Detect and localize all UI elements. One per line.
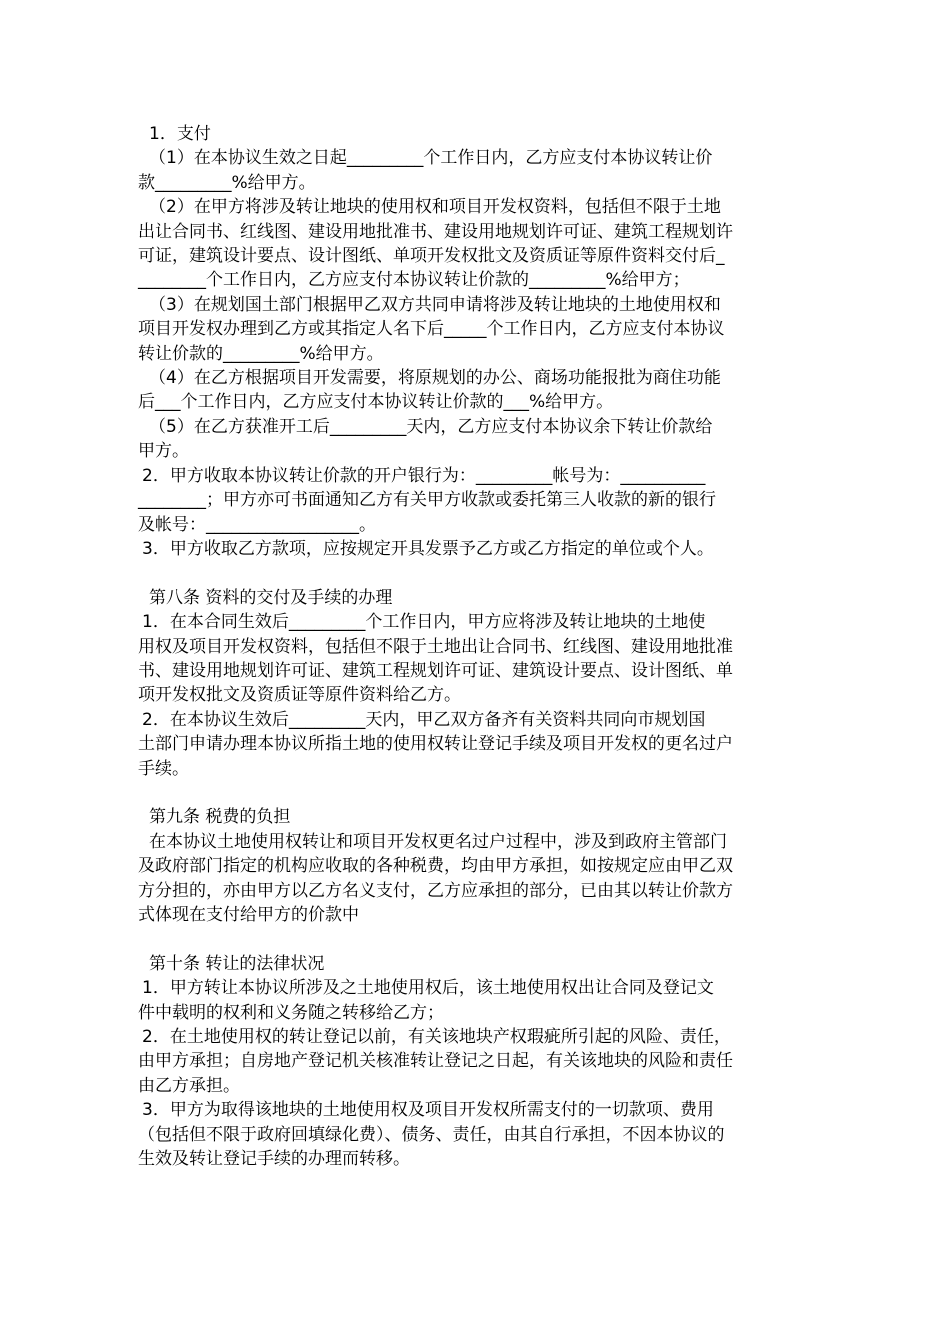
blank-line <box>138 927 814 951</box>
text-line: 甲方。 <box>138 441 189 462</box>
text-line: 转让价款的_________%给甲方。 <box>138 343 384 364</box>
text-line: 后___个工作日内，乙方应支付本协议转让价款的___%给甲方。 <box>138 392 614 413</box>
text-line: 2．在土地使用权的转让登记以前，有关该地块产权瑕疵所引起的风险、责任， <box>142 1026 731 1047</box>
text-line: 第九条 税费的负担 <box>149 807 291 828</box>
text-line: 2．在本协议生效后_________天内，甲乙双方备齐有关资料共同向市规划国 <box>142 709 706 730</box>
blank-line <box>138 561 814 585</box>
text-line: 第十条 转让的法律状况 <box>149 953 325 974</box>
text-line: 项目开发权办理到乙方或其指定人名下后_____个工作日内，乙方应支付本协议 <box>138 319 725 340</box>
text-line: 件中载明的权利和义务随之转移给乙方； <box>138 1002 444 1023</box>
blank-line <box>138 781 814 805</box>
text-line: 项开发权批文及资质证等原件资料给乙方。 <box>138 685 461 706</box>
text-line: （1）在本协议生效之日起_________个工作日内，乙方应支付本协议转让价 <box>149 148 713 169</box>
text-line: 方分担的，亦由甲方以乙方名义支付，乙方应承担的部分，已由其以转让价款方 <box>138 880 733 901</box>
text-line: 由甲方承担；自房地产登记机关核准转让登记之日起，有关该地块的风险和责任 <box>138 1051 733 1072</box>
text-line: （4）在乙方根据项目开发需要，将原规划的办公、商场功能报批为商住功能 <box>149 368 721 389</box>
text-line: 由乙方承担。 <box>138 1075 240 1096</box>
text-line: 可证，建筑设计要点、设计图纸、单项开发权批文及资质证等原件资料交付后_ <box>138 246 725 267</box>
text-line: 及政府部门指定的机构应收取的各种税费，均由甲方承担，如按规定应由甲乙双 <box>138 856 733 877</box>
text-line: （3）在规划国土部门根据甲乙双方共同申请将涉及转让地块的土地使用权和 <box>149 294 721 315</box>
text-line: 3．甲方收取乙方款项，应按规定开具发票予乙方或乙方指定的单位或个人。 <box>142 538 714 559</box>
text-line: 生效及转让登记手续的办理而转移。 <box>138 1149 410 1170</box>
text-line: 第八条 资料的交付及手续的办理 <box>149 587 393 608</box>
text-line: 及帐号：__________________。 <box>138 514 376 535</box>
text-line: ________个工作日内，乙方应支付本协议转让价款的_________%给甲方； <box>138 270 690 291</box>
text-line: 1．支付 <box>149 124 211 144</box>
text-line: 书、建设用地规划许可证、建筑工程规划许可证、建筑设计要点、设计图纸、单 <box>138 660 733 681</box>
text-line: 1．甲方转让本协议所涉及之土地使用权后，该土地使用权出让合同及登记文 <box>142 978 714 999</box>
text-line: 款_________%给甲方。 <box>138 172 316 193</box>
text-line: 1．在本合同生效后_________个工作日内，甲方应将涉及转让地块的土地使 <box>142 612 706 633</box>
text-line: （5）在乙方获准开工后_________天内，乙方应支付本协议余下转让价款给 <box>149 416 713 437</box>
text-line: （2）在甲方将涉及转让地块的使用权和项目开发权资料，包括但不限于土地 <box>149 197 721 218</box>
text-line: 用权及项目开发权资料，包括但不限于土地出让合同书、红线图、建设用地批准 <box>138 636 733 657</box>
text-line: ________；甲方亦可书面通知乙方有关甲方收款或委托第三人收款的新的银行 <box>138 490 716 511</box>
text-line: 手续。 <box>138 758 189 779</box>
text-line: （包括但不限于政府回填绿化费）、债务、责任，由其自行承担，不因本协议的 <box>138 1124 725 1145</box>
text-line: 在本协议土地使用权转让和项目开发权更名过户过程中，涉及到政府主管部门 <box>149 831 727 852</box>
text-line: 出让合同书、红线图、建设用地批准书、建设用地规划许可证、建筑工程规划许 <box>138 221 733 242</box>
text-line: 2．甲方收取本协议转让价款的开户银行为：_________帐号为：__________ <box>142 465 706 486</box>
text-line: 3．甲方为取得该地块的土地使用权及项目开发权所需支付的一切款项、费用 <box>142 1100 714 1121</box>
text-line: 土部门申请办理本协议所指土地的使用权转让登记手续及项目开发权的更名过户 <box>138 734 733 755</box>
text-line: 式体现在支付给甲方的价款中 <box>138 904 359 925</box>
contract-page <box>138 122 814 1171</box>
